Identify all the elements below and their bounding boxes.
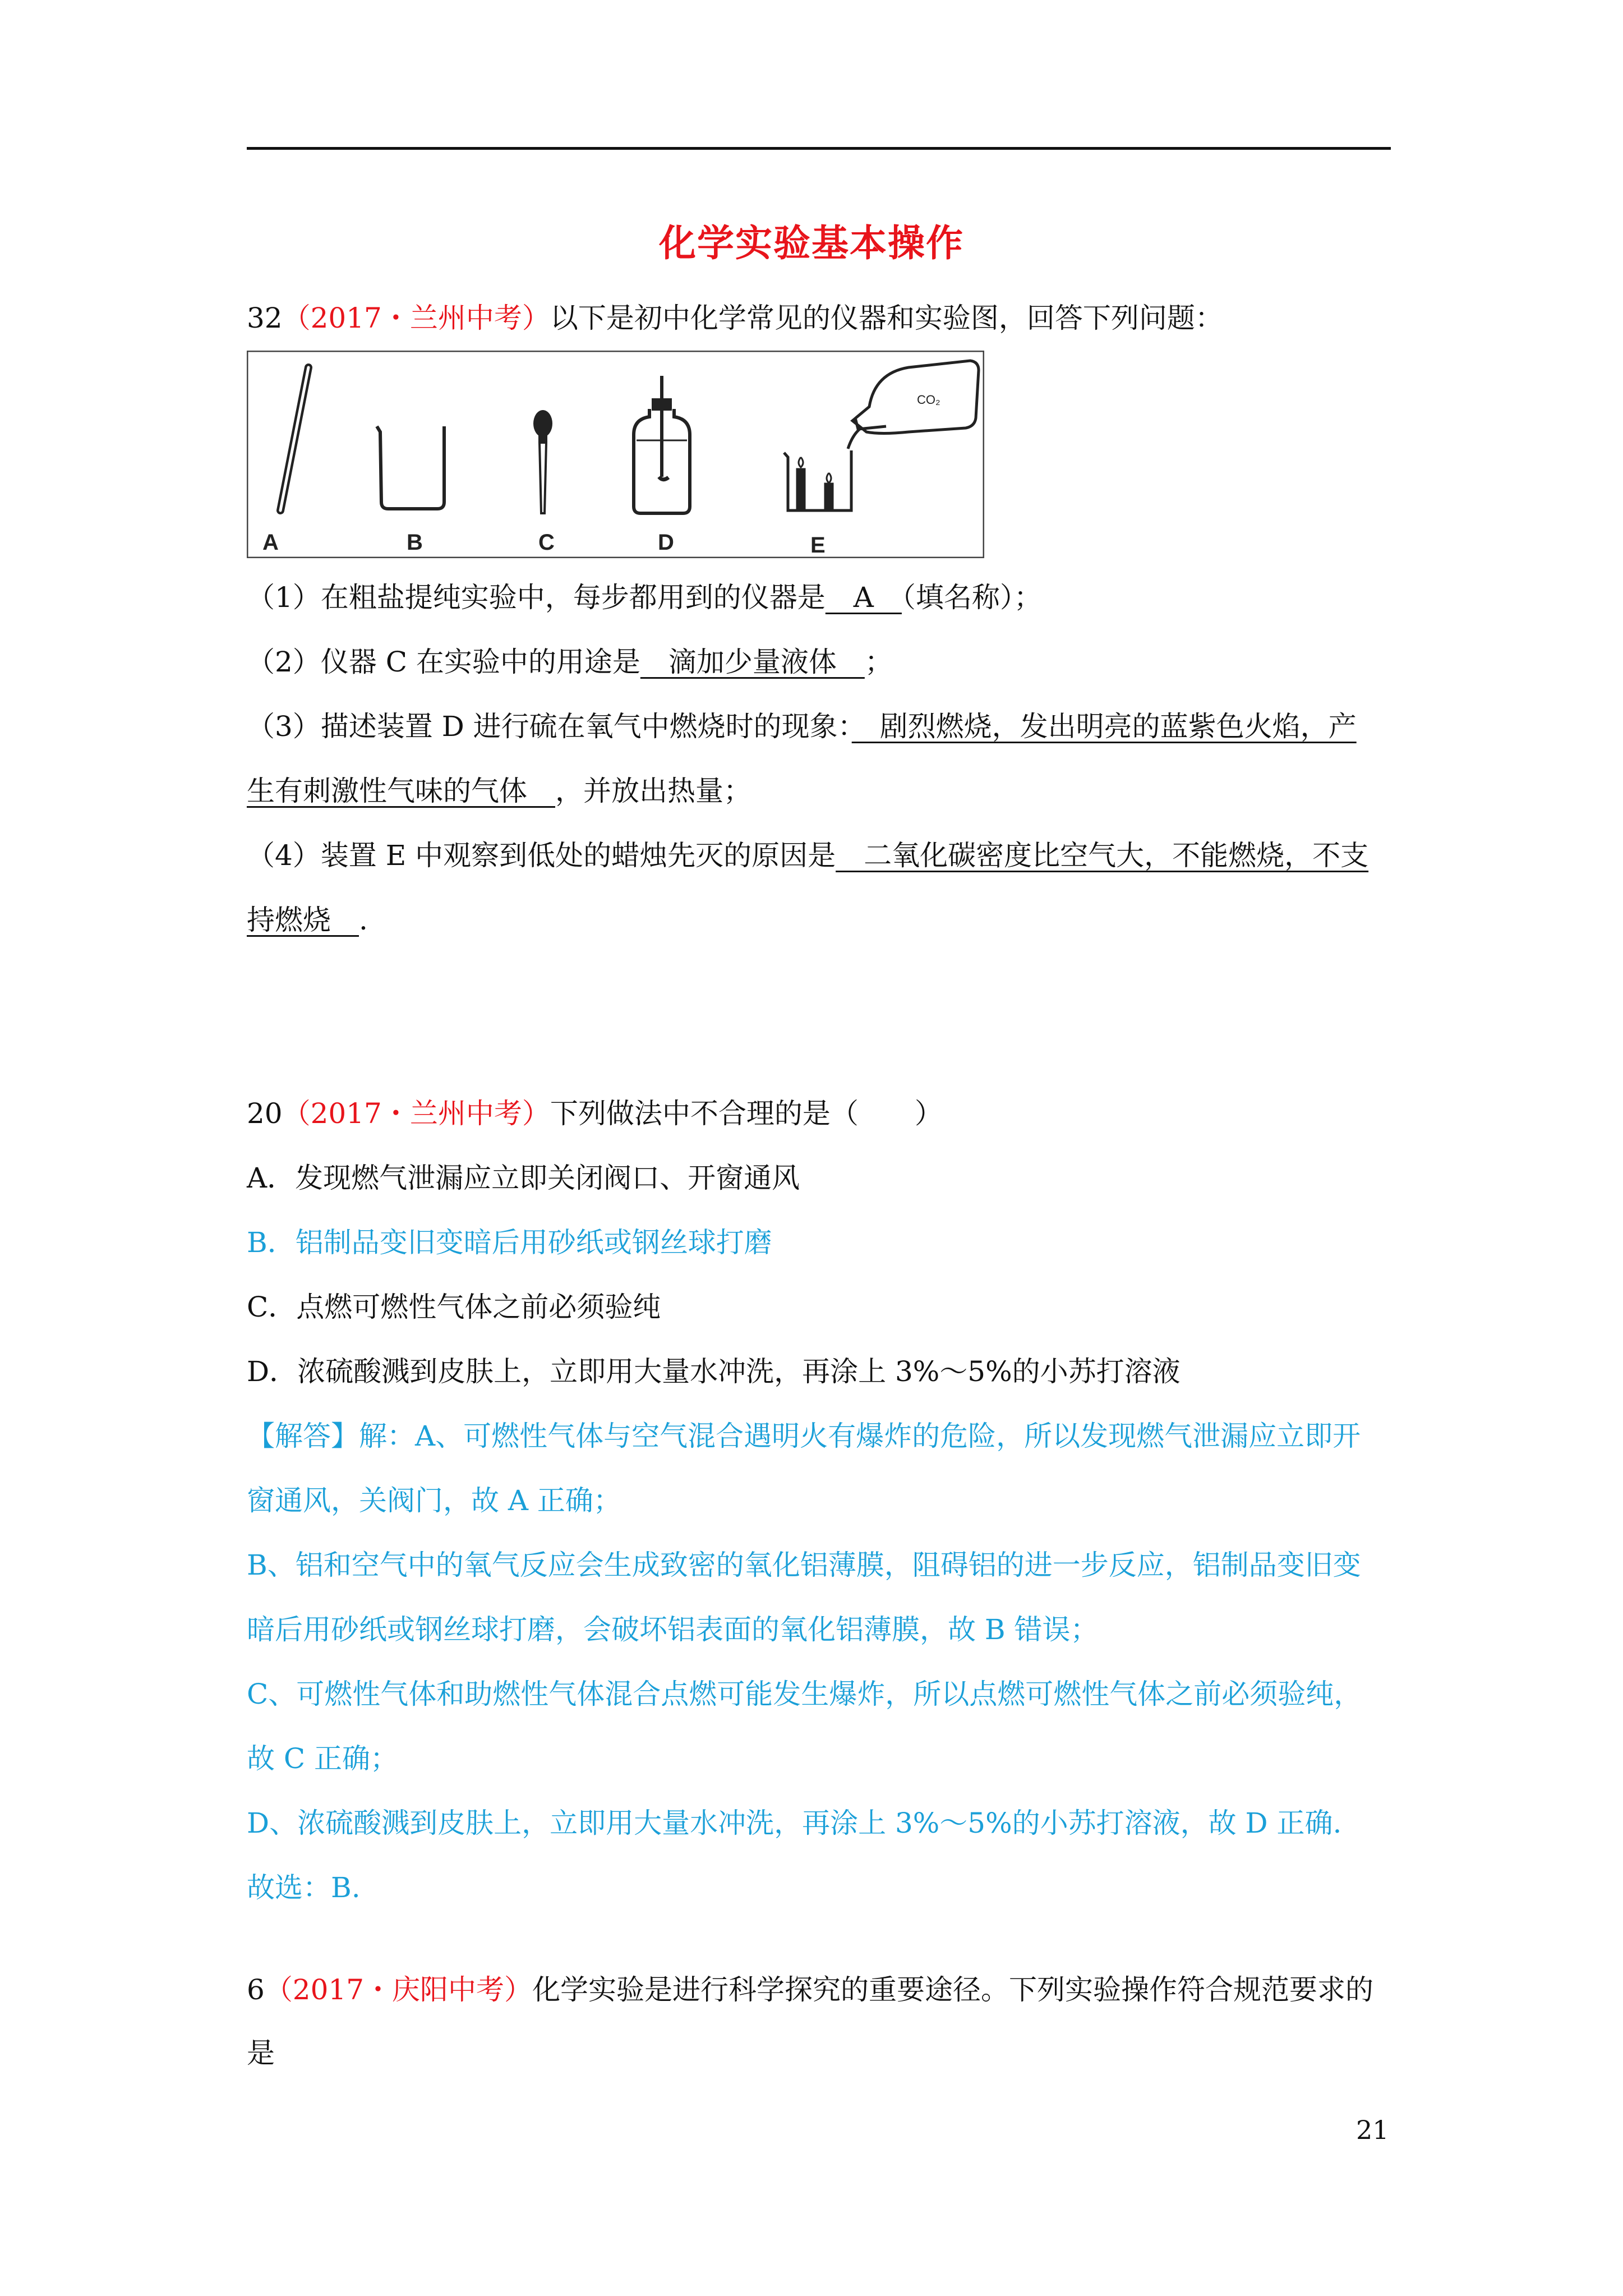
dropper-icon bbox=[533, 410, 552, 513]
q20-answer-line-6: 故 C 正确； bbox=[247, 1742, 399, 1775]
glass-rod-icon bbox=[280, 367, 308, 510]
q32-part4-prefix: （4）装置 E 中观察到低处的蜡烛先灭的原因是 bbox=[247, 839, 836, 872]
q32-part1-suffix: （填名称）； bbox=[901, 581, 1042, 614]
q20-answer-line-5: C、可燃性气体和助燃性气体混合点燃可能发生爆炸，所以点燃可燃性气体之前必须验纯， bbox=[247, 1678, 1362, 1710]
q32-part2-answer: 滴加少量液体 bbox=[640, 646, 865, 678]
q20-answer-line-7: D、浓硫酸溅到皮肤上，立即用大量水冲洗，再涂上 3%～5%的小苏打溶液，故 D 正确. bbox=[247, 1807, 1342, 1839]
q32-part3-answer-1: 剧烈燃烧，发出明亮的蓝紫色火焰，产 bbox=[851, 710, 1357, 743]
figure-label-a: A bbox=[262, 530, 279, 555]
beaker-icon bbox=[377, 426, 444, 509]
q32-part4-line2 bbox=[247, 900, 368, 940]
header-rule bbox=[247, 147, 1391, 150]
q6-stem-1: 化学实验是进行科学探究的重要途径。下列实验操作符合规范要求的 bbox=[532, 1973, 1374, 2006]
co2-label: CO₂ bbox=[917, 393, 940, 407]
q6-stem-line-2: 是 bbox=[247, 2037, 275, 2069]
q32-part3-line1 bbox=[247, 707, 1357, 746]
q32-part3-line2 bbox=[247, 771, 751, 811]
q6-stem-line bbox=[247, 1970, 1373, 2009]
q32-part4-answer-2: 持燃烧 bbox=[247, 904, 359, 936]
figure-label-c: C bbox=[538, 530, 555, 555]
q32-source: （2017・兰州中考） bbox=[282, 302, 550, 334]
q32-part2-prefix: （2）仪器 C 在实验中的用途是 bbox=[247, 646, 640, 678]
q32-stem-line bbox=[247, 298, 1223, 338]
co2-candle-beaker-icon bbox=[784, 361, 979, 510]
q20-stem-line bbox=[247, 1094, 943, 1133]
q20-number: 20 bbox=[247, 1097, 283, 1130]
q20-option-c: C．点燃可燃性气体之前必须验纯 bbox=[247, 1291, 661, 1323]
gas-jar-icon bbox=[634, 376, 690, 513]
q20-answer-line-1 bbox=[247, 1416, 1361, 1456]
figure-border bbox=[247, 351, 984, 558]
page-number: 21 bbox=[1356, 2115, 1389, 2145]
q20-source: （2017・兰州中考） bbox=[282, 1097, 550, 1130]
q32-part4-line1 bbox=[247, 836, 1368, 875]
q32-part3-prefix: （3）描述装置 D 进行硫在氧气中燃烧时的现象： bbox=[247, 710, 852, 743]
figure-label-b: B bbox=[407, 530, 423, 555]
q32-part2-suffix: ； bbox=[864, 646, 893, 678]
q20-answer-text-1: 解：A、可燃性气体与空气混合遇明火有爆炸的危险，所以发现燃气泄漏应立即开 bbox=[359, 1420, 1361, 1452]
q32-part4-suffix: . bbox=[359, 904, 368, 936]
q20-option-b: B．铝制品变旧变暗后用砂纸或钢丝球打磨 bbox=[247, 1226, 772, 1259]
q20-option-d: D．浓硫酸溅到皮肤上，立即用大量水冲洗，再涂上 3%～5%的小苏打溶液 bbox=[247, 1355, 1181, 1388]
q20-answer-line-3: B、铝和空气中的氧气反应会生成致密的氧化铝薄膜，阻碍铝的进一步反应，铝制品变旧变 bbox=[247, 1549, 1361, 1581]
q20-answer-line-2: 窗通风，关阀门，故 A 正确； bbox=[247, 1484, 621, 1517]
q20-answer-tag: 【解答】 bbox=[247, 1420, 359, 1452]
q32-part3-answer-2: 生有刺激性气味的气体 bbox=[247, 775, 555, 807]
q20-stem: 下列做法中不合理的是（ ） bbox=[550, 1097, 943, 1130]
figure-label-d: D bbox=[658, 530, 674, 555]
q32-stem: 以下是初中化学常见的仪器和实验图，回答下列问题： bbox=[550, 302, 1223, 334]
q20-answer-line-8: 故选：B. bbox=[247, 1871, 361, 1904]
q32-part2 bbox=[247, 642, 893, 682]
q32-part3-suffix: ，并放出热量； bbox=[555, 775, 751, 807]
q32-part1-answer: A bbox=[825, 581, 902, 614]
q6-source: （2017・庆阳中考） bbox=[264, 1973, 533, 2006]
figure-label-e: E bbox=[810, 533, 826, 558]
q32-part1 bbox=[247, 578, 1042, 617]
q32-part4-answer-1: 二氧化碳密度比空气大，不能燃烧，不支 bbox=[836, 839, 1369, 872]
q20-answer-line-4: 暗后用砂纸或钢丝球打磨，会破坏铝表面的氧化铝薄膜，故 B 错误； bbox=[247, 1613, 1099, 1646]
lab-apparatus-figure bbox=[247, 351, 984, 558]
q20-option-a: A．发现燃气泄漏应立即关闭阀口、开窗通风 bbox=[247, 1162, 800, 1194]
page-title: 化学实验基本操作 bbox=[659, 222, 964, 265]
q6-number: 6 bbox=[247, 1973, 265, 2006]
q32-part1-prefix: （1）在粗盐提纯实验中，每步都用到的仪器是 bbox=[247, 581, 826, 614]
q32-number: 32 bbox=[247, 302, 283, 334]
